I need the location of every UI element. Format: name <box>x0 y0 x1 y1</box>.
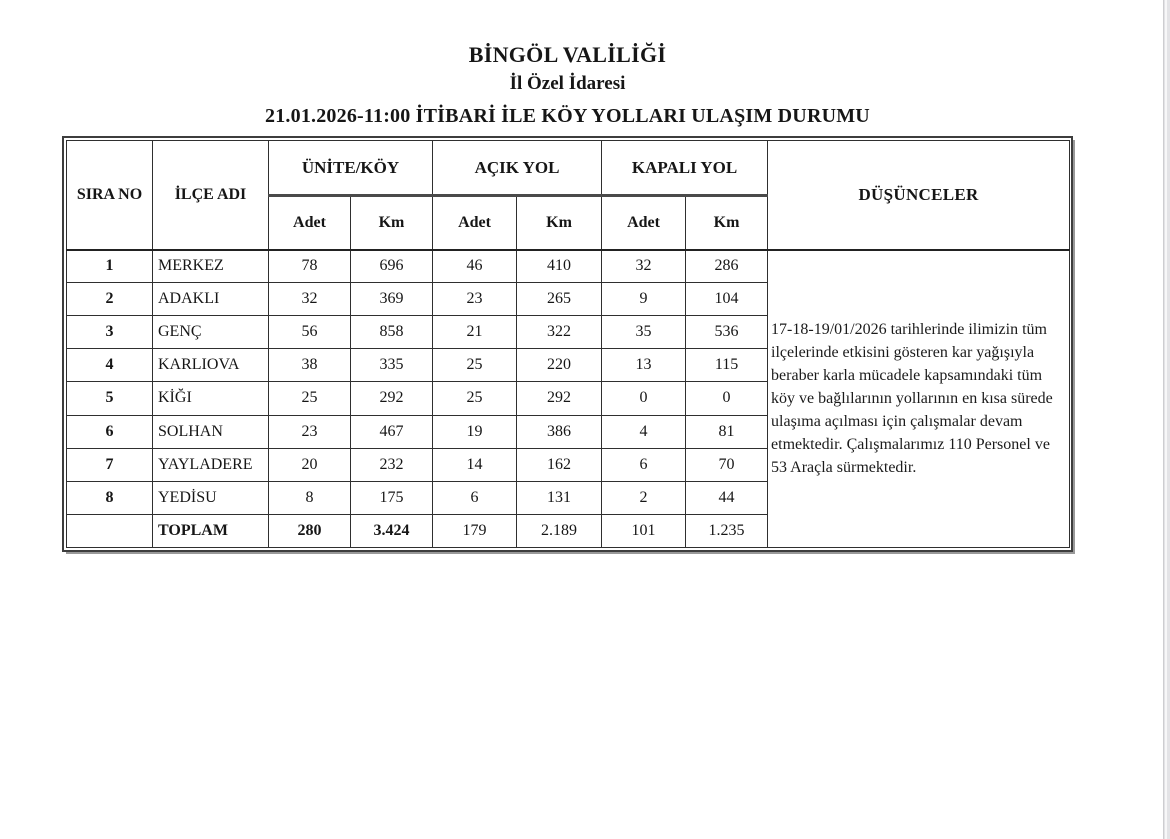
cell-kapali-km: 115 <box>686 349 768 382</box>
cell-unite-adet: 25 <box>269 382 351 415</box>
cell-kapali-adet: 2 <box>602 481 686 514</box>
col-header-unite-adet: Adet <box>269 196 351 250</box>
cell-unite-km: 858 <box>351 316 433 349</box>
cell-toplam-acik-adet: 179 <box>433 514 517 547</box>
cell-kapali-km: 104 <box>686 283 768 316</box>
cell-ilce: YAYLADERE <box>153 448 269 481</box>
col-header-kapali-km: Km <box>686 196 768 250</box>
title-organization: BİNGÖL VALİLİĞİ <box>468 42 667 67</box>
col-header-acik-km: Km <box>517 196 602 250</box>
cell-kapali-adet: 13 <box>602 349 686 382</box>
cell-sira: 8 <box>67 481 153 514</box>
col-header-unite-koy: ÜNİTE/KÖY <box>269 141 433 196</box>
col-header-acik-yol: AÇIK YOL <box>433 141 602 196</box>
cell-unite-km: 335 <box>351 349 433 382</box>
col-header-sira-no: SIRA NO <box>67 141 153 250</box>
cell-ilce: YEDİSU <box>153 481 269 514</box>
cell-kapali-km: 81 <box>686 415 768 448</box>
cell-acik-adet: 6 <box>433 481 517 514</box>
table-row <box>67 250 1070 283</box>
cell-sira: 1 <box>67 250 153 283</box>
cell-unite-adet: 56 <box>269 316 351 349</box>
cell-ilce: GENÇ <box>153 316 269 349</box>
cell-sira: 5 <box>67 382 153 415</box>
cell-kapali-adet: 6 <box>602 448 686 481</box>
title-department: İl Özel İdaresi <box>509 73 626 94</box>
cell-kapali-km: 0 <box>686 382 768 415</box>
col-header-dusunceler: DÜŞÜNCELER <box>768 141 1070 250</box>
cell-unite-adet: 23 <box>269 415 351 448</box>
cell-acik-km: 220 <box>517 349 602 382</box>
cell-kapali-km: 286 <box>686 250 768 283</box>
cell-kapali-adet: 32 <box>602 250 686 283</box>
cell-unite-km: 175 <box>351 481 433 514</box>
road-status-table-frame <box>62 136 1073 552</box>
header-row-groups <box>67 141 1070 196</box>
cell-toplam-kapali-adet: 101 <box>602 514 686 547</box>
cell-unite-km: 232 <box>351 448 433 481</box>
cell-acik-km: 265 <box>517 283 602 316</box>
cell-kapali-adet: 0 <box>602 382 686 415</box>
cell-sira: 6 <box>67 415 153 448</box>
cell-sira-empty <box>67 514 153 547</box>
cell-unite-adet: 78 <box>269 250 351 283</box>
cell-sira: 4 <box>67 349 153 382</box>
col-header-ilce-adi: İLÇE ADI <box>153 141 269 250</box>
cell-acik-km: 322 <box>517 316 602 349</box>
cell-ilce: MERKEZ <box>153 250 269 283</box>
cell-toplam-acik-km: 2.189 <box>517 514 602 547</box>
cell-kapali-adet: 9 <box>602 283 686 316</box>
cell-sira: 3 <box>67 316 153 349</box>
cell-toplam-unite-adet: 280 <box>269 514 351 547</box>
remarks-text: 17-18-19/01/2026 tarihlerinde ilimizin tüm ilçelerinde etkisini gösteren kar yağışıyla beraber karla mücadele kapsamındaki tüm köy ve bağlılarının yollarının en kısa sürede ulaşıma açılması için çalışmalar devam etmektedir. Çalışmalarımız 110 Personel ve 53 Araçla sürmektedir. <box>771 321 1053 477</box>
cell-acik-km: 131 <box>517 481 602 514</box>
road-status-table <box>66 140 1070 548</box>
cell-unite-km: 467 <box>351 415 433 448</box>
cell-acik-adet: 23 <box>433 283 517 316</box>
col-header-acik-adet: Adet <box>433 196 517 250</box>
cell-kapali-km: 70 <box>686 448 768 481</box>
cell-toplam-unite-km: 3.424 <box>351 514 433 547</box>
cell-sira: 2 <box>67 283 153 316</box>
cell-acik-km: 410 <box>517 250 602 283</box>
cell-unite-adet: 20 <box>269 448 351 481</box>
cell-ilce: SOLHAN <box>153 415 269 448</box>
cell-kapali-km: 536 <box>686 316 768 349</box>
cell-unite-adet: 32 <box>269 283 351 316</box>
cell-acik-adet: 46 <box>433 250 517 283</box>
cell-kapali-km: 44 <box>686 481 768 514</box>
col-header-kapali-yol: KAPALI YOL <box>602 141 768 196</box>
document-header <box>62 42 1073 128</box>
cell-unite-km: 369 <box>351 283 433 316</box>
cell-acik-adet: 25 <box>433 382 517 415</box>
cell-acik-adet: 19 <box>433 415 517 448</box>
cell-acik-km: 386 <box>517 415 602 448</box>
title-report-name: 21.01.2026-11:00 İTİBARİ İLE KÖY YOLLARI ULAŞIM DURUMU <box>265 105 870 127</box>
cell-kapali-adet: 35 <box>602 316 686 349</box>
cell-ilce: KİĞI <box>153 382 269 415</box>
col-header-unite-km: Km <box>351 196 433 250</box>
remarks-cell <box>768 250 1070 548</box>
cell-acik-adet: 14 <box>433 448 517 481</box>
col-header-kapali-adet: Adet <box>602 196 686 250</box>
cell-unite-adet: 38 <box>269 349 351 382</box>
cell-toplam-label: TOPLAM <box>153 514 269 547</box>
cell-unite-km: 696 <box>351 250 433 283</box>
cell-sira: 7 <box>67 448 153 481</box>
cell-ilce: ADAKLI <box>153 283 269 316</box>
cell-ilce: KARLIOVA <box>153 349 269 382</box>
cell-acik-km: 292 <box>517 382 602 415</box>
cell-acik-adet: 25 <box>433 349 517 382</box>
cell-toplam-kapali-km: 1.235 <box>686 514 768 547</box>
cell-kapali-adet: 4 <box>602 415 686 448</box>
page-edge-strip <box>1163 0 1170 839</box>
cell-unite-km: 292 <box>351 382 433 415</box>
cell-acik-adet: 21 <box>433 316 517 349</box>
cell-unite-adet: 8 <box>269 481 351 514</box>
cell-acik-km: 162 <box>517 448 602 481</box>
